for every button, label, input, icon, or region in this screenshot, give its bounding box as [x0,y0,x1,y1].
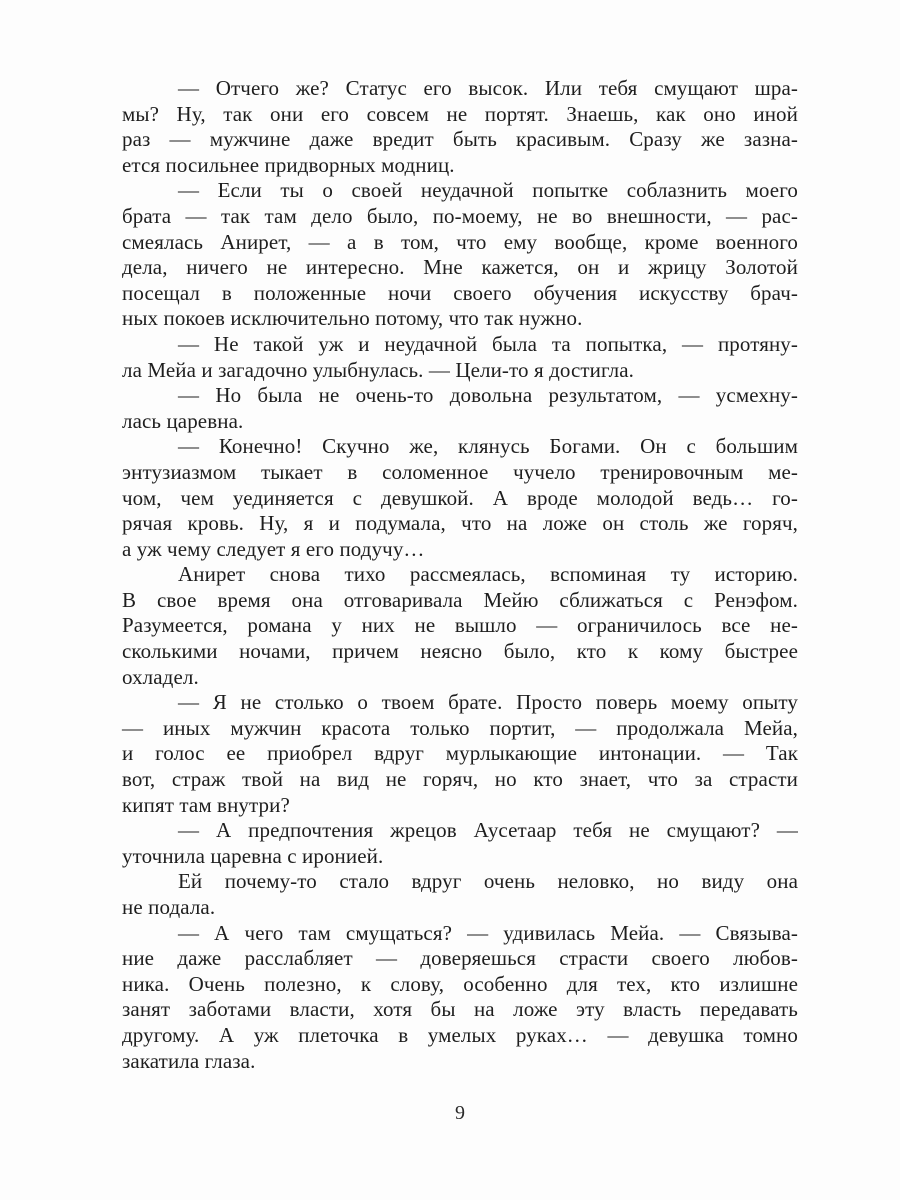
text-line: дела, ничего не интересно. Мне кажется, он и жрицу Золотой [122,255,798,280]
text-line: сколькими ночами, причем неясно было, кто к кому быстрее [122,639,798,664]
paragraph [122,921,798,1075]
paragraph [122,818,798,869]
page-number: 9 [455,1102,465,1124]
text-line: мы? Ну, так они его совсем не портят. Знаешь, как оно иной [122,101,798,126]
text-line: лась царевна. [122,408,244,433]
text-line: Ей почему-то стало вдруг очень неловко, но виду она [178,869,798,894]
text-line: — А предпочтения жрецов Аусетаар тебя не смущают? — [178,818,798,843]
text-line: смеялась Анирет, — а в том, что ему вообще, кроме военного [122,229,798,254]
text-line: другому. А уж плеточка в умелых руках… — девушка томно [122,1022,798,1047]
text-line: В свое время она отговаривала Мейю сближаться с Ренэфом. [122,587,798,612]
text-line: — Я не столько о твоем брате. Просто поверь моему опыту [178,690,798,715]
text-line: раз — мужчине даже вредит быть красивым. Сразу же зазна- [122,127,798,152]
text-line: — Если ты о своей неудачной попытке соблазнить моего [178,178,798,203]
text-line: ла Мейа и загадочно улыбнулась. — Цели-то я достигла. [122,357,635,382]
text-line: вот, страж твой на вид не горяч, но кто знает, что за страсти [122,767,798,792]
text-block [122,76,798,1074]
text-line: закатила глаза. [122,1048,256,1073]
text-line: охладел. [122,664,199,689]
text-line: ется посильнее придворных модниц. [122,152,455,177]
text-line: Анирет снова тихо рассмеялась, вспоминая ту историю. [178,562,798,587]
text-line: ных покоев исключительно потому, что так нужно. [122,306,583,331]
paragraph [122,434,798,562]
text-line: — Отчего же? Статус его высок. Или тебя смущают шра- [178,76,798,100]
paragraph [122,383,798,434]
text-line: уточнила царевна с иронией. [122,843,384,868]
paragraph [122,178,798,332]
text-line: а уж чему следует я его подучу… [122,536,425,561]
paragraph [122,76,798,178]
text-line: — иных мужчин красота только портит, — продолжала Мейа, [122,715,798,740]
paragraph [122,332,798,383]
text-line: Разумеется, романа у них не вышло — ограничилось все не- [122,613,798,638]
text-line: занят заботами власти, хотя бы на ложе эту власть передавать [122,997,798,1022]
paragraph [122,562,798,690]
text-line: — Конечно! Скучно же, клянусь Богами. Он с большим [178,434,798,459]
text-line: — Не такой уж и неудачной была та попытка, — протяну- [178,331,798,356]
paragraph [122,690,798,818]
text-line: и голос ее приобрел вдруг мурлыкающие интонации. — Так [122,741,798,766]
text-line: энтузиазмом тыкает в соломенное чучело тренировочным ме- [122,459,798,484]
text-line: — А чего там смущаться? — удивилась Мейа. — Связыва- [178,920,798,945]
text-line: ние даже расслабляет — доверяешься страсти своего любов- [122,946,798,971]
text-line: посещал в положенные ночи своего обучения искусству брач- [122,280,798,305]
text-line: брата — так там дело было, по-моему, не во внешности, — рас- [122,203,798,228]
text-line: чом, чем уединяется с девушкой. А вроде молодой ведь… го- [122,485,798,510]
text-line: не подала. [122,895,216,919]
paragraph [122,869,798,920]
text-line: — Но была не очень-то довольна результатом, — усмехну- [178,383,798,408]
text-line: рячая кровь. Ну, я и подумала, что на ложе он столь же горяч, [122,511,798,536]
text-line: кипят там внутри? [122,792,290,817]
text-line: ника. Очень полезно, к слову, особенно для тех, кто излишне [122,971,798,996]
